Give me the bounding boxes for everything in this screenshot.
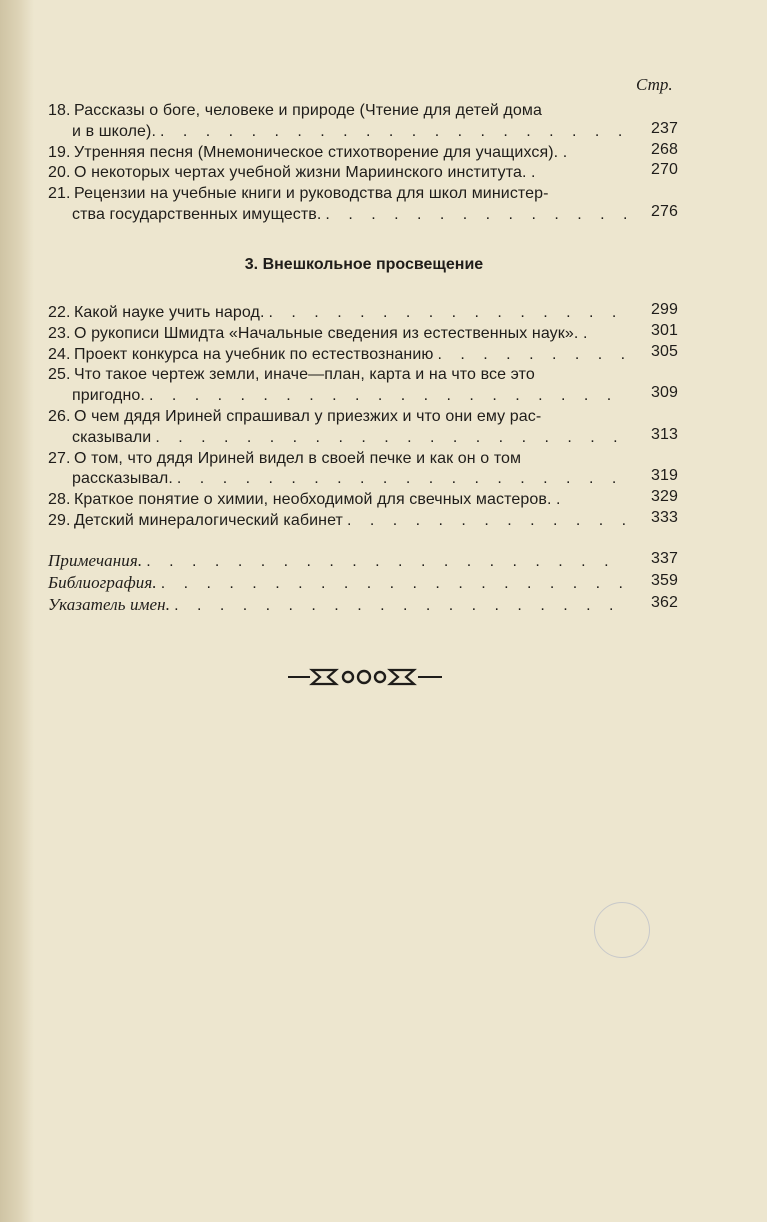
toc-entry-text: рассказывал.: [72, 470, 173, 488]
dot-leader: [161, 574, 628, 595]
toc-entry-text: Указатель имен.: [48, 594, 171, 614]
toc-entry-line: [48, 184, 628, 205]
toc-entry-number: 28.: [48, 491, 71, 509]
dot-leader: [347, 511, 628, 532]
dot-leader: [146, 552, 628, 573]
toc-entry-last-line: [48, 573, 628, 595]
toc-entry: [48, 407, 680, 449]
toc-group-b: [48, 303, 680, 532]
toc-entry: [48, 140, 680, 164]
toc-entry-text: ства государственных имуществ.: [72, 205, 322, 223]
toc-entry-text: Рецензии на учебные книги и руководства для школ министер-: [74, 185, 549, 203]
toc-entry-last-line: [48, 469, 628, 490]
dot-leader: [149, 386, 628, 407]
dot-leader: [177, 469, 628, 490]
toc-entry-last-line: [48, 345, 628, 366]
toc-page-number: 305: [651, 342, 678, 360]
dot-leader: [325, 205, 628, 226]
toc-page-number: 359: [651, 571, 678, 589]
toc-entry-last-line: [48, 205, 628, 226]
toc-entry-number: 25.: [48, 366, 71, 384]
toc-entry-text: Рассказы о боге, человеке и природе (Чтение для детей дома: [74, 102, 542, 119]
toc-entry-last-line: [48, 122, 628, 143]
toc-entry-line: [48, 365, 628, 386]
toc-entry: [48, 595, 680, 617]
toc-entry-text: Что такое чертеж земли, иначе—план, карта и на что все это: [74, 366, 535, 384]
toc-entry-text: О том, что дядя Ириней видел в своей печке и как он о том: [74, 449, 522, 467]
toc-page-number: 301: [651, 321, 678, 339]
toc-group-a: [48, 101, 680, 226]
library-stamp-mark: [594, 902, 650, 958]
toc-entry-line: [48, 101, 628, 122]
toc-entry-line: [48, 407, 628, 428]
toc-entry-text: Примечания.: [48, 551, 143, 570]
toc-entry-text: О чем дядя Ириней спрашивал у приезжих и что они ему рас-: [74, 407, 542, 425]
toc-entry-line: [48, 449, 628, 470]
toc-page-number: 362: [651, 593, 678, 611]
toc-entry: [48, 342, 680, 366]
toc-page-number: 299: [651, 301, 678, 318]
toc-entry-last-line: [48, 324, 628, 345]
toc-entry-text: сказывали: [72, 428, 152, 446]
toc-entry-text: Краткое понятие о химии, необходимой для свечных мастеров. .: [74, 491, 561, 509]
toc-group-back-matter: [48, 551, 680, 616]
toc-entry: [48, 573, 680, 595]
toc-entry-text: пригодно.: [72, 387, 145, 405]
toc-page-number: 268: [651, 140, 678, 158]
toc-entry: [48, 490, 680, 511]
toc-entry-text: Утренняя песня (Мнемоническое стихотворение для учащихся). .: [74, 143, 568, 161]
toc-page-number: 270: [651, 161, 678, 179]
toc-entry: [48, 508, 680, 532]
toc-entry-number: 19.: [48, 143, 71, 161]
toc-entry-last-line: [48, 595, 628, 617]
toc-entry-last-line: [48, 551, 628, 573]
dot-leader: [269, 303, 628, 324]
dot-leader: [155, 428, 628, 449]
toc-page-number: 329: [651, 488, 678, 506]
toc-entry-text: Детский минералогический кабинет: [74, 511, 343, 529]
toc-entry-text: Библиография.: [48, 572, 157, 592]
dot-leader: [438, 345, 629, 366]
toc-entry-text: и в школе).: [72, 122, 156, 140]
toc-entry-text: О рукописи Шмидта «Начальные сведения из естественных наук». .: [74, 324, 588, 342]
toc-entry: [48, 163, 680, 184]
toc-page-number: 313: [651, 425, 678, 443]
toc-page-number: 276: [651, 202, 678, 220]
dot-leader: [160, 122, 628, 143]
toc-entry-number: 18.: [48, 102, 71, 119]
toc-entry-text: О некоторых чертах учебной жизни Мариинского института. .: [74, 164, 536, 182]
page-gutter-shadow: [0, 0, 34, 1222]
toc-page-number: 237: [651, 119, 678, 137]
section-title: 3. Внешкольное просвещение: [244, 256, 484, 273]
dot-leader: [174, 596, 628, 617]
toc-entry-number: 29.: [48, 511, 71, 529]
toc-entry-number: 20.: [48, 164, 71, 182]
toc-entry: [48, 551, 680, 573]
toc-entry-last-line: [48, 143, 628, 164]
toc-entry-number: 24.: [48, 345, 71, 363]
toc-page-number: 319: [651, 467, 678, 485]
toc-entry-last-line: [48, 386, 628, 407]
toc-entry-last-line: [48, 163, 628, 184]
toc-entry-last-line: [48, 303, 628, 324]
toc-page-number: 309: [651, 384, 678, 402]
page-column-header: Стр.: [636, 75, 673, 94]
toc-entry-number: 27.: [48, 449, 71, 467]
toc-entry-number: 26.: [48, 407, 71, 425]
toc-entry-last-line: [48, 428, 628, 449]
toc-entry: [48, 321, 680, 345]
toc-entry-number: 21.: [48, 185, 71, 203]
toc-entry-last-line: [48, 490, 628, 511]
toc-entry-text: Проект конкурса на учебник по естествознанию: [74, 345, 434, 363]
toc-page-number: 337: [651, 550, 678, 567]
toc-entry-number: 23.: [48, 324, 71, 342]
toc-page-number: 333: [651, 508, 678, 526]
toc-entry: [48, 184, 680, 226]
ornament-fleuron-icon: [286, 666, 446, 688]
toc-entry: [48, 365, 680, 407]
toc-entry: [48, 303, 680, 324]
toc-entry: [48, 101, 680, 143]
toc-entry-number: 22.: [48, 304, 71, 321]
toc-entry-last-line: [48, 511, 628, 532]
toc-entry: [48, 449, 680, 491]
toc-entry-text: Какой науке учить народ.: [74, 304, 265, 321]
